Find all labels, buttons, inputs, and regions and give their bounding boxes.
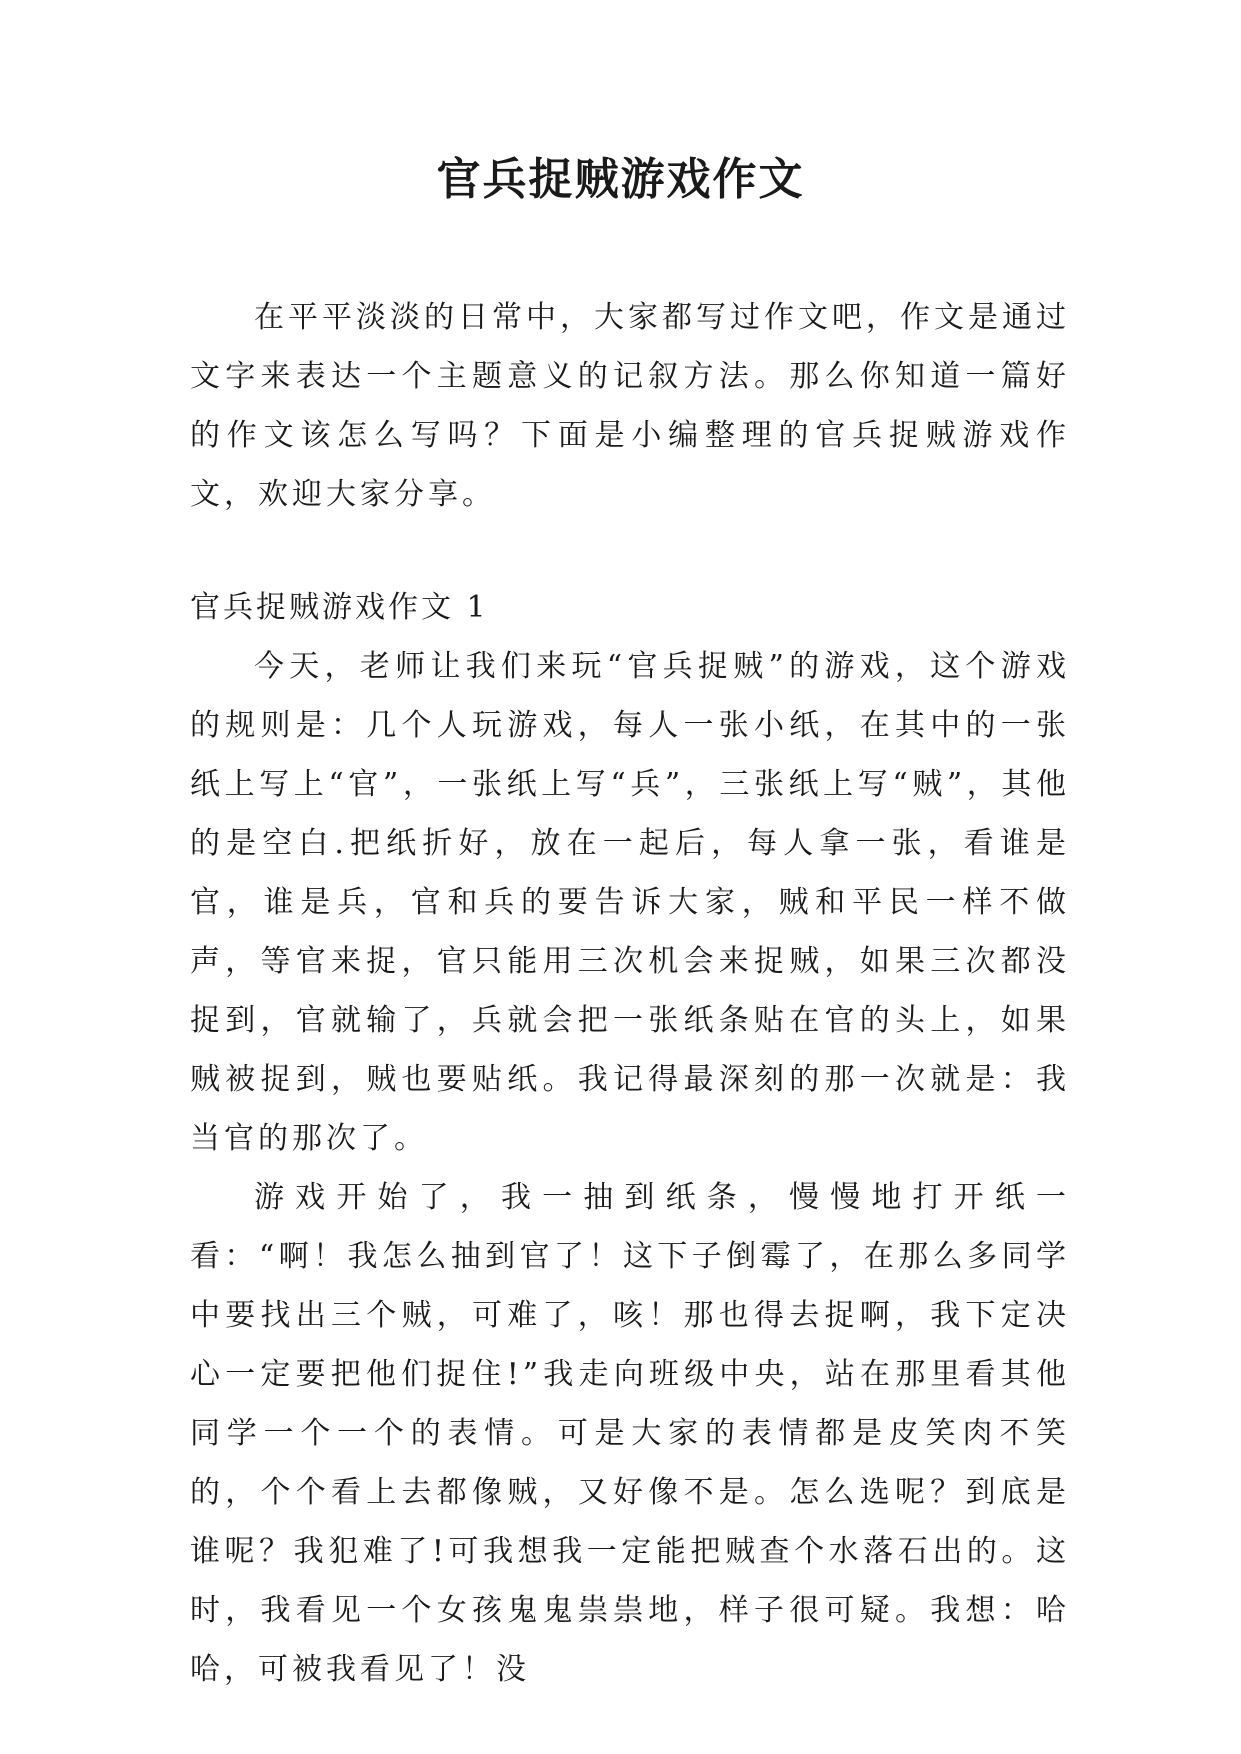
- document-title: 官兵捉贼游戏作文: [436, 154, 805, 205]
- essay-paragraph: 今天，老师让我们来玩“官兵捉贼”的游戏，这个游戏的规则是：几个人玩游戏，每人一张小纸，在其中的一张纸上写上“官”，一张纸上写“兵”，三张纸上写“贼”，其他的是空白.把纸折好，放在一起后，每人拿一张，看谁是官，谁是兵，官和兵的要告诉大家，贼和平民一样不做声，等官来捉，官只能用三次机会来捉贼，如果三次都没捉到，官就输了，兵就会把一张纸条贴在官的头上，如果贼被捉到，贼也要贴纸。我记得最深刻的那一次就是：我当官的那次了。: [190, 649, 1070, 1156]
- intro-paragraph: 在平平淡淡的日常中，大家都写过作文吧，作文是通过文字来表达一个主题意义的记叙方法。那么你知道一篇好的作文该怎么写吗？下面是小编整理的官兵捉贼游戏作文，欢迎大家分享。: [190, 300, 1070, 512]
- section-heading: 官兵捉贼游戏作文 1: [190, 590, 489, 625]
- essay-body: [190, 637, 1070, 1699]
- essay-paragraph: 游戏开始了，我一抽到纸条，慢慢地打开纸一看：“啊！我怎么抽到官了！这下子倒霉了，在那么多同学中要找出三个贼，可难了，咳！那也得去捉啊，我下定决心一定要把他们捉住!”我走向班级中央，站在那里看其他同学一个一个的表情。可是大家的表情都是皮笑肉不笑的，个个看上去都像贼，又好像不是。怎么选呢？到底是谁呢？我犯难了!可我想我一定能把贼查个水落石出的。这时，我看见一个女孩鬼鬼祟祟地，样子很可疑。我想：哈哈，可被我看见了！没: [190, 1180, 1070, 1687]
- intro-section: [190, 288, 1070, 524]
